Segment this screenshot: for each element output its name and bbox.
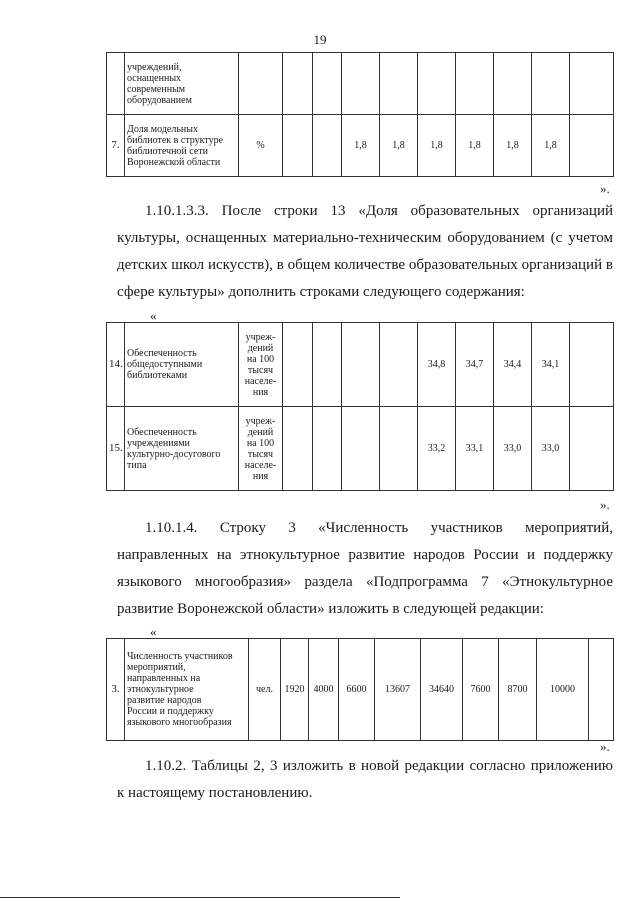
indicator-name-line: оборудованием: [127, 94, 192, 106]
indicator-name-line: развитие народов: [127, 695, 202, 706]
indicator-name-line: Обеспеченность: [127, 348, 197, 359]
value-cell: 1,8: [418, 115, 456, 177]
value-cell: 34,7: [456, 323, 494, 407]
indicator-name-line: Обеспеченность: [127, 426, 197, 438]
unit-line: тысяч: [247, 448, 274, 460]
table-row: [107, 407, 614, 491]
value-cell: [589, 639, 614, 741]
indicator-name-cell: [125, 323, 239, 407]
value-cell: 1,8: [532, 115, 570, 177]
value-cell: 34,8: [418, 323, 456, 407]
value-cell: [494, 53, 532, 115]
paragraph-line: развитие Воронежской области» изложить в следующей редакции:: [117, 601, 544, 617]
paragraph-line: детских школ искусств), в общем количестве образовательных организаций в: [117, 257, 613, 273]
indicator-name-line: языкового многообразия: [127, 717, 232, 728]
paragraph-line: к настоящему постановлению.: [117, 785, 313, 801]
indicator-name-line: общедоступными: [127, 359, 203, 370]
row-number-cell: 3.: [107, 639, 125, 741]
value-cell: [283, 53, 313, 115]
indicator-name-line: типа: [127, 459, 147, 471]
value-cell: [570, 323, 614, 407]
value-cell: [283, 323, 313, 407]
value-cell: 1,8: [494, 115, 532, 177]
row-number-cell: 14.: [107, 323, 125, 407]
indicator-name-cell: [125, 53, 239, 115]
table-ethnocultural: [106, 638, 614, 741]
unit-line: учреж-: [245, 331, 276, 343]
closing-quote: ».: [600, 181, 610, 196]
unit-cell: [239, 407, 283, 491]
paragraph-amendment-row3: [117, 515, 613, 623]
indicator-name-cell: [125, 115, 239, 177]
paragraph-tables-2-3: [117, 753, 613, 807]
closing-quote: ».: [600, 739, 610, 754]
indicator-name-line: этнокультурное: [127, 684, 194, 695]
indicator-name-line: Воронежской области: [127, 156, 221, 168]
value-cell: 34,4: [494, 323, 532, 407]
value-cell: 34640: [421, 639, 463, 741]
unit-line: на 100: [246, 353, 275, 365]
value-cell: 1920: [281, 639, 309, 741]
unit-line: ния: [252, 470, 269, 482]
table-cultural-institutions: [106, 322, 614, 491]
indicator-name-line: России и поддержку: [127, 706, 214, 717]
value-cell: [532, 53, 570, 115]
value-cell: [313, 323, 342, 407]
value-cell: [418, 53, 456, 115]
unit-cell: чел.: [249, 639, 281, 741]
indicator-name-cell: [125, 639, 249, 741]
value-cell: [342, 407, 380, 491]
paragraph-amendment-13: [117, 198, 613, 306]
value-cell: 7600: [463, 639, 499, 741]
paragraph-line: культуры, оснащенных материально-техническим оборудованием (с учетом: [117, 230, 613, 246]
table-row: [107, 639, 614, 741]
indicator-name-line: учреждений,: [127, 61, 182, 73]
unit-line: дений: [247, 426, 274, 438]
value-cell: 33,0: [494, 407, 532, 491]
value-cell: 33,0: [532, 407, 570, 491]
closing-quote: ».: [600, 497, 610, 512]
value-cell: [342, 323, 380, 407]
indicator-name-cell: [125, 407, 239, 491]
value-cell: [570, 407, 614, 491]
paragraph-line: 1.10.1.3.3. После строки 13 «Доля образовательных организаций: [145, 203, 613, 219]
row-number-cell: [107, 53, 125, 115]
table-row: [107, 323, 614, 407]
paragraph-line: 1.10.1.4. Строку 3 «Численность участников мероприятий,: [145, 520, 613, 536]
page-number: 19: [313, 32, 327, 47]
value-cell: 10000: [537, 639, 589, 741]
value-cell: [570, 115, 614, 177]
indicator-name-line: культурно-досугового: [127, 448, 221, 460]
value-cell: [380, 323, 418, 407]
indicator-name-line: оснащенных: [127, 72, 182, 84]
unit-line: тысяч: [247, 364, 274, 376]
unit-cell: %: [239, 115, 283, 177]
value-cell: 33,1: [456, 407, 494, 491]
value-cell: 34,1: [532, 323, 570, 407]
value-cell: [456, 53, 494, 115]
value-cell: [283, 407, 313, 491]
table-row: [107, 115, 614, 177]
value-cell: [313, 53, 342, 115]
opening-quote: «: [150, 308, 157, 323]
indicator-name-line: библиотек в структуре: [127, 134, 224, 146]
table-row: [107, 53, 614, 115]
indicator-name-line: учреждениями: [127, 437, 190, 449]
value-cell: [313, 407, 342, 491]
value-cell: [313, 115, 342, 177]
value-cell: 8700: [499, 639, 537, 741]
indicator-name-line: Доля модельных: [127, 123, 198, 135]
value-cell: [380, 407, 418, 491]
value-cell: [570, 53, 614, 115]
indicator-name-line: Численность участников: [127, 651, 233, 662]
indicator-name-line: библиотечной сети: [127, 145, 209, 157]
indicator-name-line: современным: [127, 83, 186, 95]
value-cell: 1,8: [342, 115, 380, 177]
indicator-name-line: мероприятий,: [127, 662, 186, 673]
value-cell: 33,2: [418, 407, 456, 491]
unit-line: ния: [252, 386, 269, 398]
value-cell: [342, 53, 380, 115]
value-cell: [283, 115, 313, 177]
unit-cell: [239, 323, 283, 407]
unit-line: на 100: [246, 437, 275, 449]
row-number-cell: 15.: [107, 407, 125, 491]
value-cell: 13607: [375, 639, 421, 741]
indicator-name-line: библиотеками: [127, 370, 188, 381]
indicator-name-line: направленных на: [127, 673, 201, 684]
value-cell: 1,8: [456, 115, 494, 177]
unit-cell: [239, 53, 283, 115]
paragraph-line: языкового многообразия» раздела «Подпрограмма 7 «Этнокультурное: [117, 574, 613, 590]
value-cell: 6600: [339, 639, 375, 741]
paragraph-line: 1.10.2. Таблицы 2, 3 изложить в новой редакции согласно приложению: [145, 758, 613, 774]
value-cell: 4000: [309, 639, 339, 741]
bottom-rule: [0, 897, 400, 898]
table-model-libraries: [106, 52, 614, 177]
row-number-cell: 7.: [107, 115, 125, 177]
paragraph-line: сфере культуры» дополнить строками следующего содержания:: [117, 284, 525, 300]
unit-line: населе-: [244, 375, 277, 387]
unit-line: учреж-: [245, 415, 276, 427]
opening-quote: «: [150, 624, 157, 639]
unit-line: дений: [247, 342, 274, 354]
unit-line: населе-: [244, 459, 277, 471]
value-cell: [380, 53, 418, 115]
paragraph-line: направленных на этнокультурное развитие народов России и поддержку: [117, 547, 613, 563]
value-cell: 1,8: [380, 115, 418, 177]
